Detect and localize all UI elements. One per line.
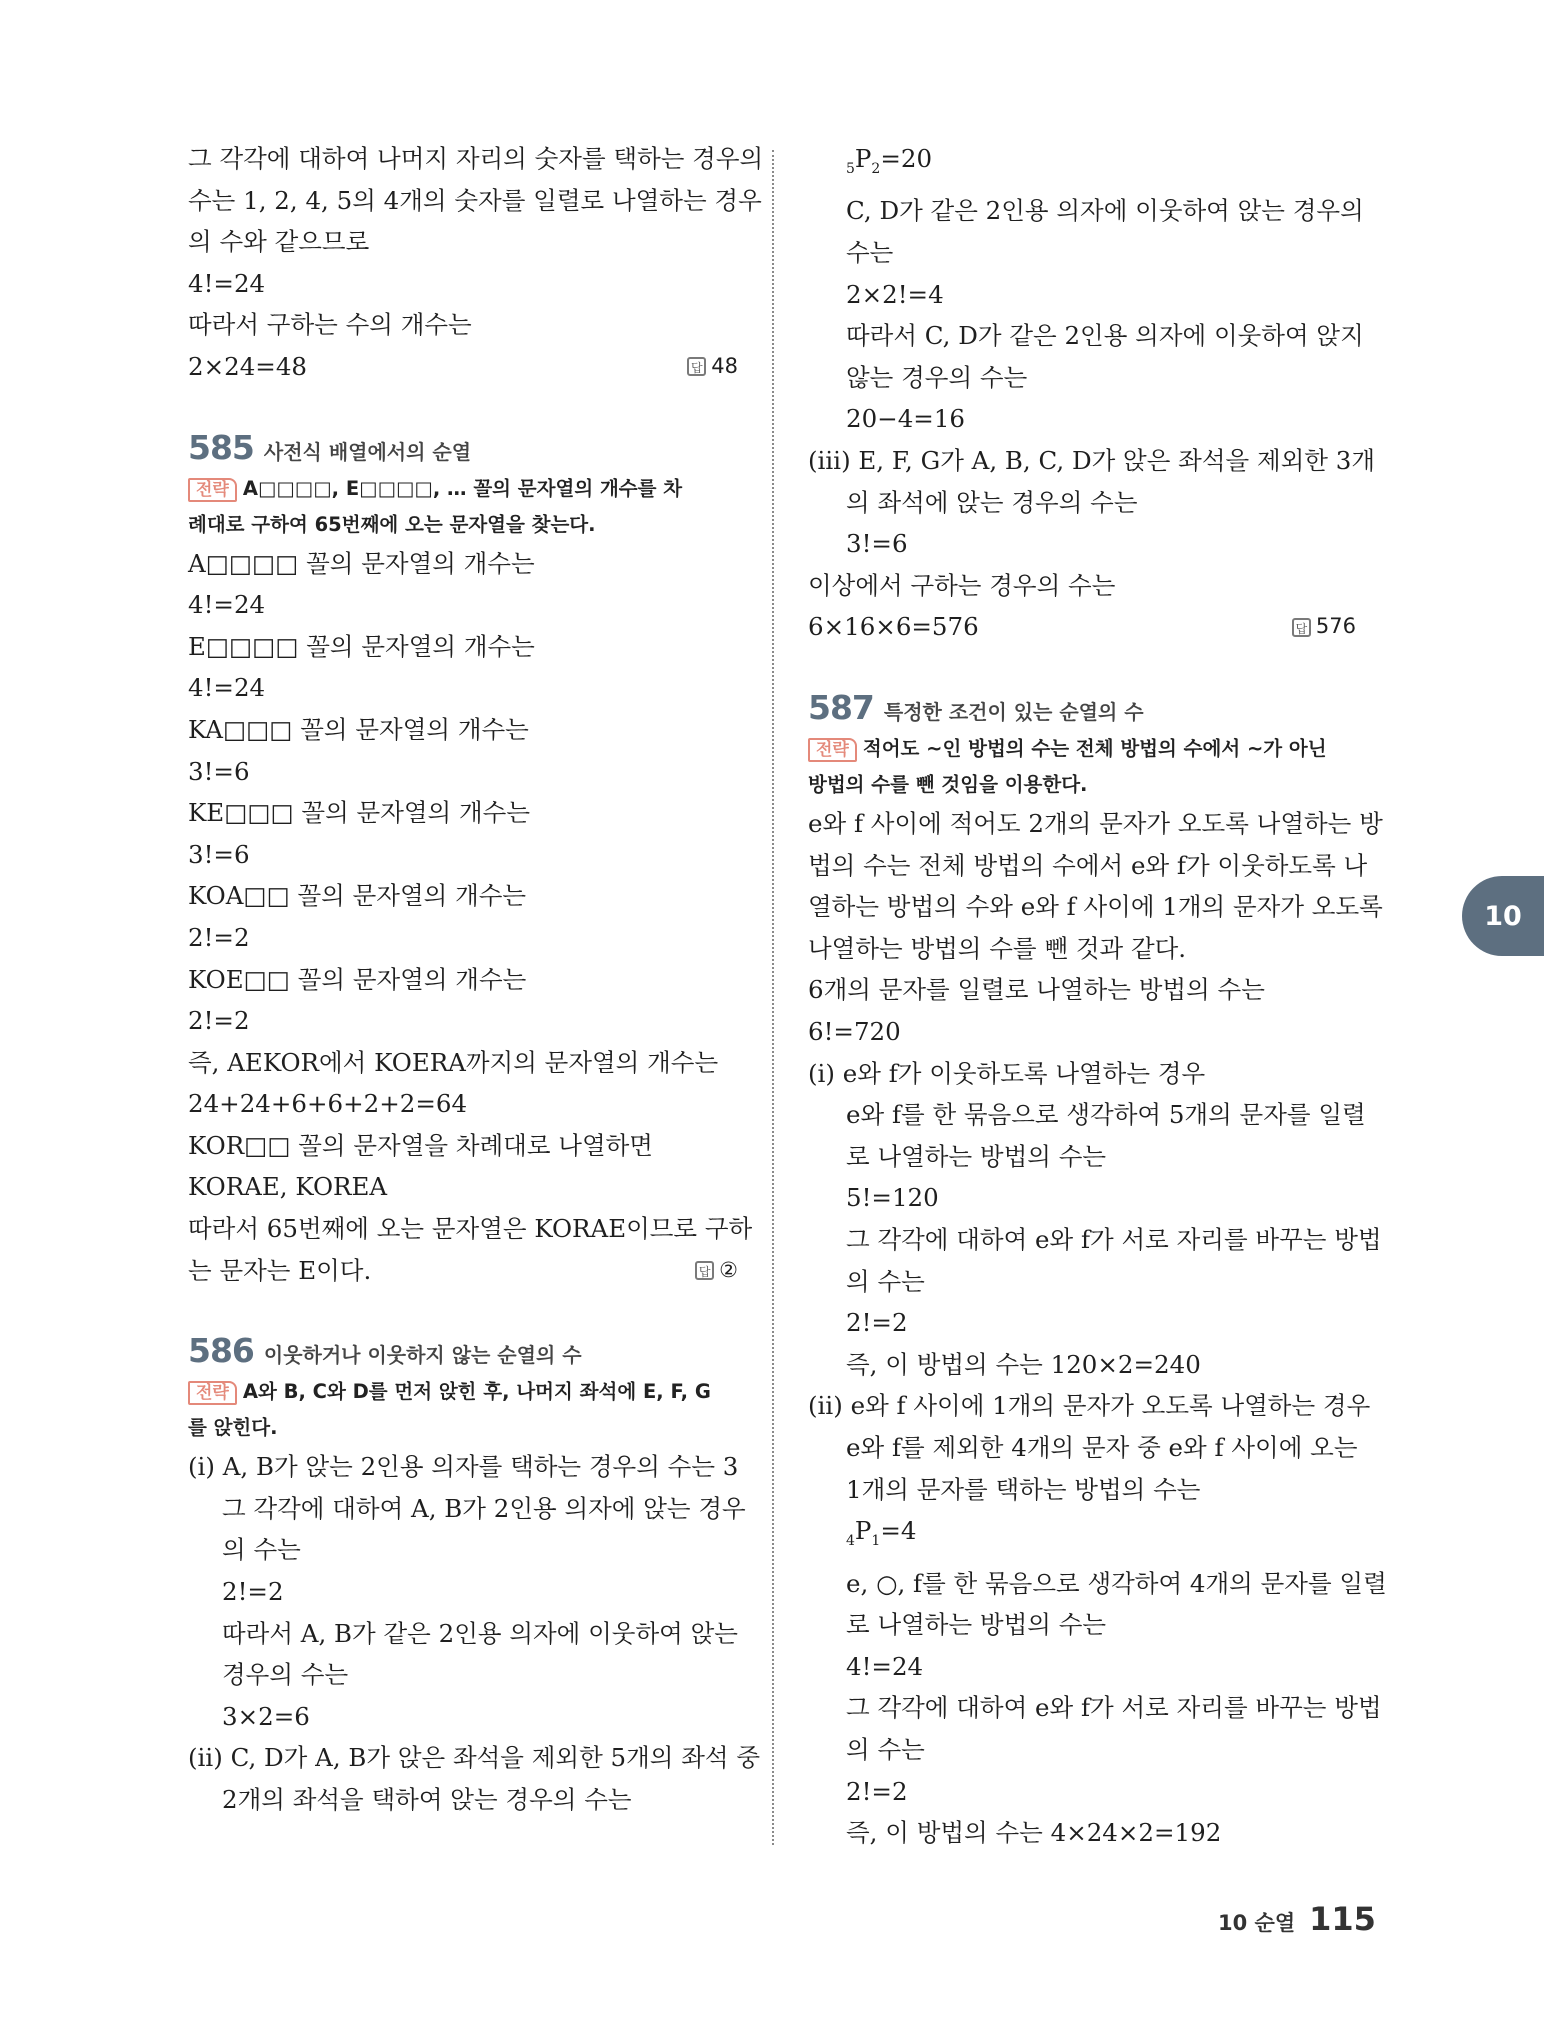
strategy-text: 적어도 ~인 방법의 수는 전체 방법의 수에서 ~가 아닌 (862, 737, 1327, 761)
continued-solution (188, 138, 764, 388)
problem-587 (808, 688, 1387, 1854)
column-divider (772, 150, 774, 1845)
answer-value: ② (719, 1257, 738, 1282)
text-line: KA□□□ 꼴의 문자열의 개수는 (188, 714, 529, 744)
answer-icon: 답 (687, 357, 706, 376)
text-line: 의 수는 (846, 1734, 925, 1764)
text-line: 로 나열하는 방법의 수는 (846, 1610, 1107, 1640)
text-line: 4!=24 (188, 673, 266, 703)
text-line: 그 각각에 대하여 e와 f가 서로 자리를 바꾸는 방법 (846, 1693, 1382, 1723)
text-line: e와 f를 한 묶음으로 생각하여 5개의 문자를 일렬 (846, 1100, 1366, 1130)
text-line: 즉, 이 방법의 수는 120×2=240 (846, 1349, 1201, 1379)
case-heading: (ⅱ) e와 f 사이에 1개의 문자가 오도록 나열하는 경우 (808, 1391, 1371, 1421)
text-line: e, ○, f를 한 묶음으로 생각하여 4개의 문자를 일렬 (846, 1568, 1387, 1598)
strategy-text: A□□□□, E□□□□, … 꼴의 문자열의 개수를 차 (242, 476, 683, 500)
text-line: 그 각각에 대하여 나머지 자리의 숫자를 택하는 경우의 (188, 144, 764, 173)
text-line: 2!=2 (846, 1776, 908, 1806)
strategy-tag: 전략 (188, 478, 237, 502)
problem-title: 이웃하거나 이웃하지 않는 순열의 수 (263, 1343, 582, 1368)
answer-row (188, 1250, 738, 1292)
problem-number: 586 (188, 1331, 254, 1371)
text-line: 경우의 수는 (222, 1660, 349, 1690)
answer-row (808, 606, 1356, 648)
problem-title: 특정한 조건이 있는 순열의 수 (883, 700, 1144, 725)
strategy-tag: 전략 (188, 1381, 237, 1405)
text-line: 2×2!=4 (846, 279, 944, 309)
strategy (188, 471, 738, 507)
problem-586 (188, 1331, 761, 1820)
strategy (808, 731, 1356, 767)
text-line: 3!=6 (846, 529, 908, 559)
problem-number: 587 (808, 688, 874, 728)
perm-subscript: 2 (871, 160, 881, 177)
final-equation: 6×16×6=576 (808, 612, 979, 642)
right-column (808, 138, 1387, 1854)
text-line: 2개의 좌석을 택하여 앉는 경우의 수는 (222, 1785, 632, 1814)
text-line: 4!=24 (188, 590, 266, 620)
text-line: 법의 수는 전체 방법의 수에서 e와 f가 이웃하도록 나 (808, 850, 1368, 880)
answer-mark (1292, 606, 1356, 648)
problem-title: 사전식 배열에서의 순열 (263, 439, 472, 464)
text-line: 따라서 A, B가 같은 2인용 의자에 이웃하여 앉는 (222, 1618, 738, 1648)
perm-value: =4 (880, 1516, 917, 1546)
text-line: 따라서 C, D가 같은 2인용 의자에 이웃하여 앉지 (846, 321, 1364, 351)
text-line: 즉, AEKOR에서 KOERA까지의 문자열의 개수는 (188, 1047, 719, 1077)
chapter-tab: 10 (1462, 876, 1544, 956)
text-line: 3!=6 (188, 839, 250, 869)
text-line: 열하는 방법의 수와 e와 f 사이에 1개의 문자가 오도록 (808, 892, 1383, 922)
text-line: 의 좌석에 앉는 경우의 수는 (846, 487, 1138, 517)
text-line: 2!=2 (188, 1006, 250, 1036)
text-line: A□□□□ 꼴의 문자열의 개수는 (188, 548, 535, 578)
answer-icon: 답 (1292, 618, 1311, 637)
permutation-line (808, 138, 1356, 190)
text-line: 이상에서 구하는 경우의 수는 (808, 570, 1116, 600)
text-line: E□□□□ 꼴의 문자열의 개수는 (188, 631, 535, 661)
text-line: KORAE, KOREA (188, 1172, 388, 1202)
text-line: 24+24+6+6+2+2=64 (188, 1089, 468, 1119)
text-line: KOR□□ 꼴의 문자열을 차례대로 나열하면 (188, 1130, 653, 1160)
page-footer (1218, 1900, 1376, 1938)
perm-symbol: P (854, 1516, 872, 1546)
text-line: 그 각각에 대하여 A, B가 2인용 의자에 앉는 경우 (222, 1493, 746, 1523)
text-line: 로 나열하는 방법의 수는 (846, 1141, 1107, 1171)
text-line: 그 각각에 대하여 e와 f가 서로 자리를 바꾸는 방법 (846, 1224, 1382, 1254)
problem-number: 585 (188, 427, 254, 467)
case-heading: (ⅰ) A, B가 앉는 2인용 의자를 택하는 경우의 수는 3 (188, 1452, 739, 1482)
text-line: 3×2=6 (222, 1701, 310, 1731)
problem-585 (188, 427, 753, 1292)
text-line: KE□□□ 꼴의 문자열의 개수는 (188, 798, 530, 828)
text-line: 4!=24 (188, 268, 266, 298)
text-line: 않는 경우의 수는 (846, 362, 1028, 392)
text-line: e와 f를 제외한 4개의 문자 중 e와 f 사이에 오는 (846, 1432, 1358, 1462)
text-line: 따라서 65번째에 오는 문자열은 KORAE이므로 구하 (188, 1214, 753, 1244)
text-line: 나열하는 방법의 수를 뺀 것과 같다. (808, 933, 1187, 963)
page-number: 115 (1309, 1900, 1376, 1938)
text-line: 의 수는 (222, 1535, 301, 1565)
strategy-text: 방법의 수를 뺀 것임을 이용한다. (808, 773, 1088, 797)
perm-value: =20 (880, 144, 933, 173)
text-line: 수는 1, 2, 4, 5의 4개의 숫자를 일렬로 나열하는 경우 (188, 185, 762, 215)
text-line: 3!=6 (188, 756, 250, 786)
text-line: 2!=2 (188, 922, 250, 952)
text-line: 4!=24 (846, 1651, 924, 1681)
perm-prefix: 5 (846, 160, 855, 177)
strategy-text: A와 B, C와 D를 먼저 앉힌 후, 나머지 좌석에 E, F, G (242, 1380, 711, 1404)
text-line: 즉, 이 방법의 수는 4×24×2=192 (846, 1818, 1222, 1848)
text-line: 따라서 구하는 수의 개수는 (188, 310, 472, 340)
left-column (188, 138, 764, 1821)
problem-heading (188, 1331, 738, 1370)
strategy (188, 1374, 738, 1410)
strategy-text: 를 앉힌다. (188, 1416, 278, 1440)
final-equation: 2×24=48 (188, 351, 307, 381)
final-line: 는 문자는 E이다. (188, 1255, 372, 1285)
text-line: KOE□□ 꼴의 문자열의 개수는 (188, 964, 527, 994)
case-heading: (ⅰ) e와 f가 이웃하도록 나열하는 경우 (808, 1058, 1206, 1088)
chapter-label: 10 순열 (1218, 1911, 1296, 1935)
case-heading: (ⅱ) C, D가 A, B가 앉은 좌석을 제외한 5개의 좌석 중 (188, 1743, 761, 1773)
text-line: e와 f 사이에 적어도 2개의 문자가 오도록 나열하는 방 (808, 809, 1383, 839)
answer-icon: 답 (695, 1261, 714, 1280)
text-line: KOA□□ 꼴의 문자열의 개수는 (188, 881, 527, 911)
text-line: 2!=2 (846, 1308, 908, 1338)
answer-value: 576 (1315, 614, 1356, 639)
text-line: 의 수와 같으므로 (188, 227, 370, 257)
text-line: C, D가 같은 2인용 의자에 이웃하여 앉는 경우의 (846, 196, 1364, 226)
answer-value: 48 (711, 353, 738, 378)
answer-mark (687, 346, 738, 388)
perm-subscript: 1 (871, 1533, 881, 1549)
strategy-text: 례대로 구하여 65번째에 오는 문자열을 찾는다. (188, 512, 596, 536)
text-line: 6!=720 (808, 1016, 901, 1046)
text-line: 20−4=16 (846, 404, 965, 434)
case-heading: (ⅲ) E, F, G가 A, B, C, D가 앉은 좌석을 제외한 3개 (808, 446, 1376, 476)
perm-prefix: 4 (846, 1533, 855, 1549)
text-line: 의 수는 (846, 1266, 925, 1296)
problem-heading (808, 688, 1356, 727)
answer-mark (695, 1250, 738, 1292)
permutation-line (808, 1510, 1356, 1562)
text-line: 5!=120 (846, 1183, 939, 1213)
problem-heading (188, 428, 738, 467)
text-line: 1개의 문자를 택하는 방법의 수는 (846, 1474, 1201, 1504)
text-line: 수는 (846, 238, 894, 268)
perm-symbol: P (854, 144, 872, 173)
strategy-tag: 전략 (808, 738, 857, 762)
text-line: 2!=2 (222, 1577, 284, 1607)
text-line: 6개의 문자를 일렬로 나열하는 방법의 수는 (808, 975, 1265, 1005)
answer-row (188, 346, 738, 388)
